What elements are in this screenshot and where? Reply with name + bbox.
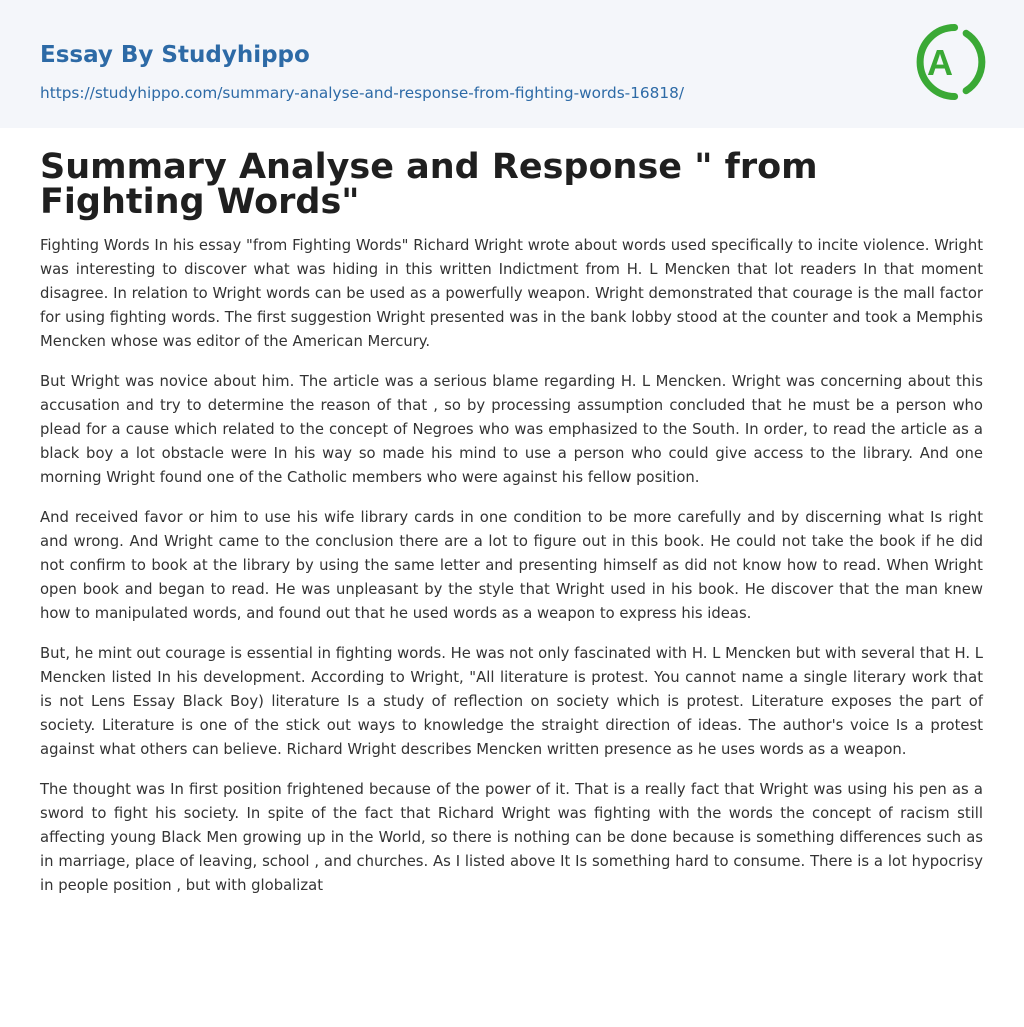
article-paragraph: But Wright was novice about him. The article was a serious blame regarding H. L Mencken. Wright was concerning about this accusation and try to determine the reason of that , so by processing assumption concluded that he must be a person who plead for a cause which related to the concept of Negroes who was emphasized to the South. In order, to read the article as a black boy a lot obstacle were In his way so made his mind to use a person who could give access to the library. And one morning Wright found one of the Catholic members who were against his fellow position.	[40, 373, 983, 486]
logo-letter: A	[927, 42, 953, 83]
article-paragraph: And received favor or him to use his wife library cards in one condition to be more carefully and by discerning what Is right and wrong. And Wright came to the conclusion there are a lot to figure out in this book. He could not take the book if he did not confirm to book at the library by using the same letter and presenting himself as did not know how to read. When Wright open book and began to read. He was unpleasant by the style that Wright used in his book. He discover that the man knew how to manipulated words, and found out that he used words as a weapon to express his ideas.	[40, 509, 983, 622]
article-paragraph: The thought was In first position frightened because of the power of it. That is a really fact that Wright was using his pen as a sword to fight his society. In spite of the fact that Richard Wright was fighting with the words the concept of racism still affecting young Black Men growing up in the World, so there is nothing can be done because is something differences such as in marriage, place of leaving, school , and churches. As I listed above It Is something hard to consume. There is a lot hypocrisy in people position , but with globalizat	[40, 781, 983, 894]
studyhippo-logo-icon[interactable]	[912, 19, 986, 105]
site-header	[0, 0, 1024, 128]
page-title: Summary Analyse and Response " from Fighting Words"	[40, 147, 818, 222]
article-body	[40, 234, 983, 914]
article-paragraph: But, he mint out courage is essential in fighting words. He was not only fascinated with H. L Mencken but with several that H. L Mencken listed In his development. According to Wright, "All literature is protest. You cannot name a single literary work that is not Lens Essay Black Boy) literature Is a study of reflection on society which is protest. Literature exposes the part of society. Literature is one of the stick out ways to knowledge the straight direction of ideas. The author's voice Is a protest against what others can believe. Richard Wright describes Mencken written presence as he uses words as a weapon.	[40, 645, 984, 758]
article-paragraph: Fighting Words In his essay "from Fighting Words" Richard Wright wrote about words used specifically to incite violence. Wright was interesting to discover what was hiding in this written Indictment from H. L Mencken that lot readers In that moment disagree. In relation to Wright words can be used as a powerfully weapon. Wright demonstrated that courage is the mall factor for using fighting words. The first suggestion Wright presented was in the bank lobby stood at the counter and took a Memphis Mencken whose was editor of the American Mercury.	[40, 237, 983, 350]
site-brand[interactable]: Essay By Studyhippo	[40, 42, 310, 68]
logo-ring-arc	[966, 33, 982, 90]
source-url-link[interactable]: https://studyhippo.com/summary-analyse-and-response-from-fighting-words-16818/	[40, 84, 685, 102]
